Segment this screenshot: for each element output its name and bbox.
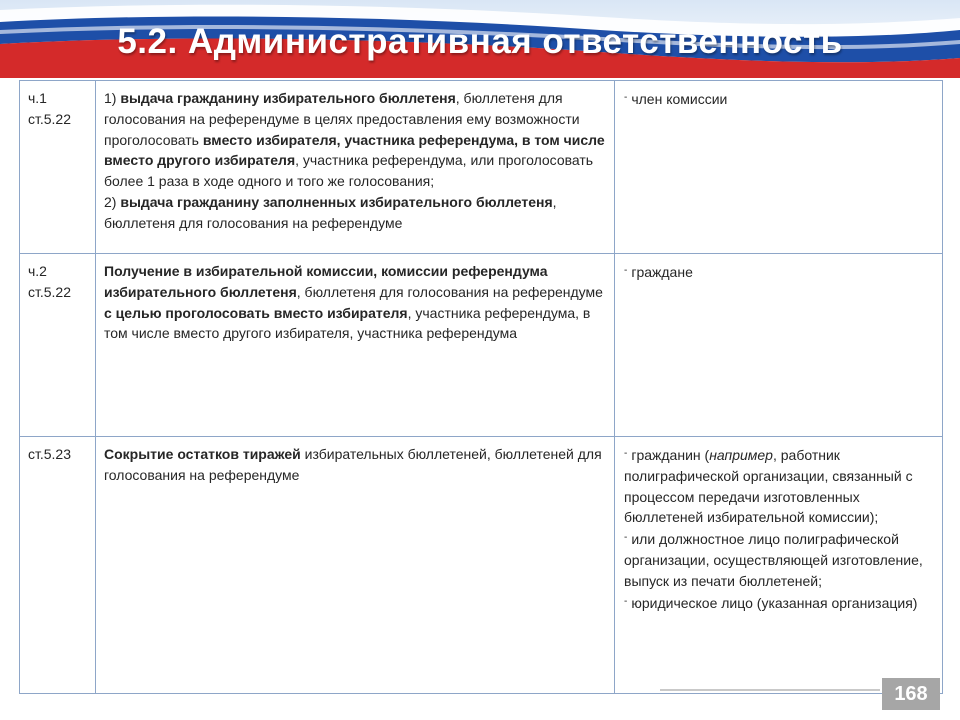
description-text: , бюллетеня для голосования на референдуме <box>104 193 557 231</box>
description-text: , бюллетеня для голосования на референдуме <box>296 283 603 300</box>
emphasis-text: Получение в избирательной комиссии, комиссии референдума избирательного бюллетеня <box>104 263 548 300</box>
bullet-icon: ‐ <box>624 595 628 607</box>
subject-item <box>624 261 936 283</box>
subject-cell <box>615 254 943 437</box>
page-number-badge: 168 <box>882 678 940 710</box>
offense-description-cell <box>96 437 615 694</box>
emphasis-text: выдача гражданину избирательного бюллетеня <box>120 90 456 106</box>
bullet-icon: ‐ <box>624 532 628 544</box>
article-ref: ч.1 <box>28 90 47 106</box>
slide-title: 5.2. Административная ответственность <box>117 22 843 61</box>
offense-description-cell <box>96 254 615 437</box>
subject-text: член комиссии <box>631 91 728 107</box>
article-cell <box>20 437 96 694</box>
article-ref: ст.5.22 <box>28 283 71 300</box>
table-row <box>20 254 943 437</box>
subject-item <box>624 592 936 614</box>
emphasis-text: выдача гражданину заполненных избирательного бюллетеня <box>120 193 553 210</box>
subject-text: , работник полиграфической организации, связанный с процессом передачи изготовленных бюллетеней избирательной комиссии); <box>624 447 913 526</box>
footer-divider <box>660 689 880 691</box>
subject-cell <box>615 437 943 694</box>
article-cell <box>20 81 96 254</box>
emphasis-text: Сокрытие остатков тиражей <box>104 446 301 462</box>
table-row <box>20 437 943 694</box>
description-text: избирательных бюллетеней, бюллетеней для голосования на референдуме <box>104 446 602 483</box>
table-row <box>20 81 943 254</box>
subject-item <box>624 528 936 591</box>
subject-cell <box>615 81 943 254</box>
subject-item <box>624 444 936 528</box>
description-text: , бюллетеня для голосования на референдуме в целях предоставления ему возможности проголосовать <box>104 90 580 148</box>
article-cell <box>20 254 96 437</box>
subject-text: или должностное лицо полиграфической организации, осуществляющей изготовление, выпуск из печати бюллетеней; <box>624 531 923 589</box>
subject-text: граждане <box>631 264 693 280</box>
bullet-icon: ‐ <box>624 448 628 459</box>
title-banner <box>0 0 960 78</box>
article-ref: ст.5.23 <box>28 446 71 462</box>
description-text: , участника референдума, или проголосовать более 1 раза в ходе одного и того же голосования; <box>104 152 594 190</box>
description-text: 2) <box>104 193 121 210</box>
emphasis-text: вместо избирателя, участника референдума, в том числе вместо другого избирателя <box>104 131 605 169</box>
subject-text: юридическое лицо (указанная организация) <box>631 594 918 611</box>
subject-item <box>624 88 936 110</box>
article-ref: ч.2 <box>28 263 47 279</box>
bullet-icon: ‐ <box>624 265 628 276</box>
emphasis-text: с целью проголосовать вместо избирателя <box>104 304 408 321</box>
responsibility-table <box>19 80 942 693</box>
subject-italic-text: например <box>709 447 773 463</box>
description-text: , участника референдума, в том числе вместо другого избирателя, участника референдума <box>104 304 591 342</box>
description-text: 1) <box>104 90 121 106</box>
subject-text: гражданин ( <box>631 447 710 463</box>
offense-description-cell <box>96 81 615 254</box>
bullet-icon: ‐ <box>624 92 628 103</box>
article-ref: ст.5.22 <box>28 110 71 127</box>
